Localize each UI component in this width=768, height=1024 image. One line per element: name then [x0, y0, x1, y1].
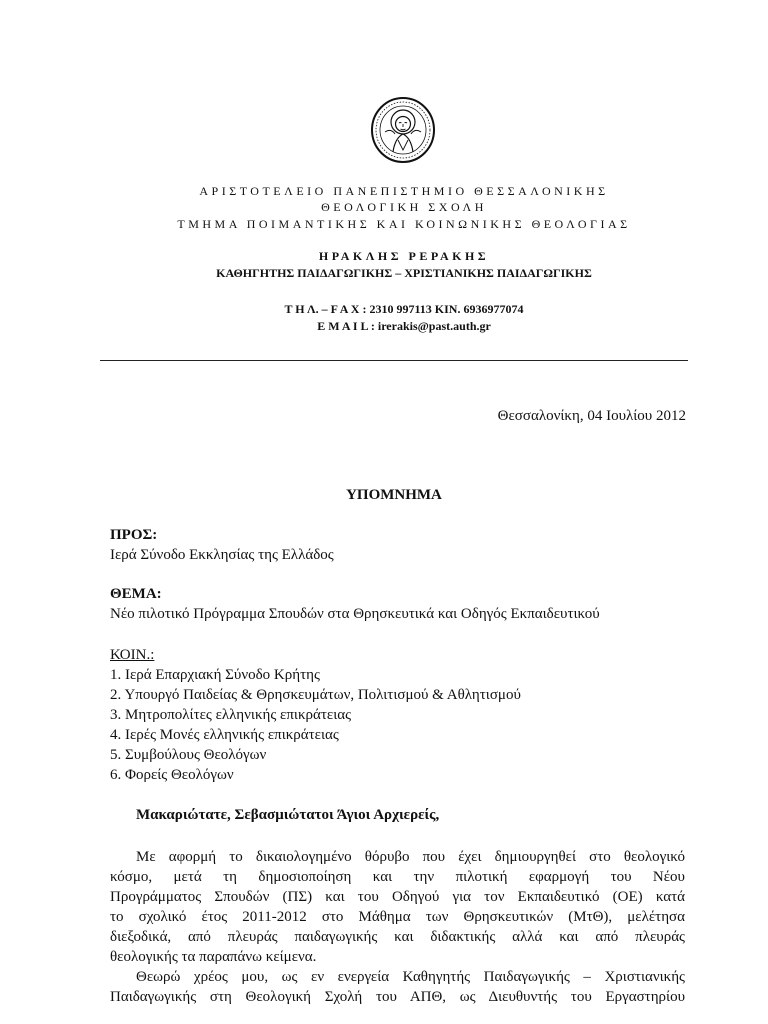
cc-item: 5. Συμβούλους Θεολόγων [110, 747, 267, 763]
body-line: διεξοδικά, από πλευράς παιδαγωγικής και διδακτικής αλλά και από πλευράς [110, 929, 685, 945]
header-divider [100, 360, 688, 361]
cc-item: 2. Υπουργό Παιδείας & Θρησκευμάτων, Πολιτισμού & Αθλητισμού [110, 687, 521, 703]
body-line: Προγράμματος Σπουδών (ΠΣ) και του Οδηγού για τον Εκπαιδευτικό (ΟΕ) κατά [110, 889, 685, 905]
cc-item: 6. Φορείς Θεολόγων [110, 767, 234, 783]
school-name: ΘΕΟΛΟΓΙΚΗ ΣΧΟΛΗ [321, 200, 487, 214]
document-title: ΥΠΟΜΝΗΜΑ [346, 487, 442, 503]
body-line: Θεωρώ χρέος μου, ως εν ενεργεία Καθηγητής Παιδαγωγικής – Χριστιανικής [136, 969, 685, 985]
department-name: ΤΜΗΜΑ ΠΟΙΜΑΝΤΙΚΗΣ ΚΑΙ ΚΟΙΝΩΝΙΚΗΣ ΘΕΟΛΟΓΙΑΣ [177, 217, 631, 231]
cc-label: ΚΟΙΝ.: [110, 647, 155, 663]
contact-email: E M A I L : irerakis@past.auth.gr [317, 319, 491, 333]
body-line: κόσμο, μετά τη δημοσιοποίηση και την πιλοτική εφαρμογή του Νέου [110, 869, 685, 885]
cc-item: 3. Μητροπολίτες ελληνικής επικράτειας [110, 707, 352, 723]
body-line: το σχολικό έτος 2011-2012 στο Μάθημα των Θρησκευτικών (ΜτΘ), μελέτησα [110, 909, 685, 925]
university-seal-icon [370, 96, 436, 164]
cc-item: 4. Ιερές Μονές ελληνικής επικράτειας [110, 727, 339, 743]
author-name: ΗΡΑΚΛΗΣ ΡΕΡΑΚΗΣ [318, 249, 490, 263]
body-line: θεολογικής τα παραπάνω κείμενα. [110, 949, 317, 965]
to-value: Ιερά Σύνοδο Εκκλησίας της Ελλάδος [110, 547, 334, 563]
body-paragraph-2 [110, 967, 685, 1007]
university-name: ΑΡΙΣΤΟΤΕΛΕΙΟ ΠΑΝΕΠΙΣΤΗΜΙΟ ΘΕΣΣΑΛΟΝΙΚΗΣ [199, 184, 609, 198]
contact-phone: Τ Η Λ. – F A X : 2310 997113 ΚΙΝ. 6936977074 [284, 302, 524, 316]
subject-value: Νέο πιλοτικό Πρόγραμμα Σπουδών στα Θρησκευτικά και Οδηγός Εκπαιδευτικού [110, 606, 600, 622]
author-title: ΚΑΘΗΓΗΤΗΣ ΠΑΙΔΑΓΩΓΙΚΗΣ – ΧΡΙΣΤΙΑΝΙΚΗΣ ΠΑΙΔΑΓΩΓΙΚΗΣ [216, 266, 592, 280]
cc-item: 1. Ιερά Επαρχιακή Σύνοδο Κρήτης [110, 667, 320, 683]
subject-label: ΘΕΜΑ: [110, 586, 162, 602]
body-paragraph-1 [110, 847, 685, 967]
to-label: ΠΡΟΣ: [110, 527, 158, 543]
salutation: Μακαριώτατε, Σεβασμιώτατοι Άγιοι Αρχιερείς, [136, 807, 440, 823]
body-line: Με αφορμή το δικαιολογημένο θόρυβο που έχει δημιουργηθεί στο θεολογικό [136, 849, 685, 865]
letter-date: Θεσσαλονίκη, 04 Ιουλίου 2012 [497, 408, 686, 424]
body-line: Παιδαγωγικής στη Θεολογική Σχολή του ΑΠΘ, ως Διευθυντής του Εργαστηρίου [110, 989, 685, 1005]
